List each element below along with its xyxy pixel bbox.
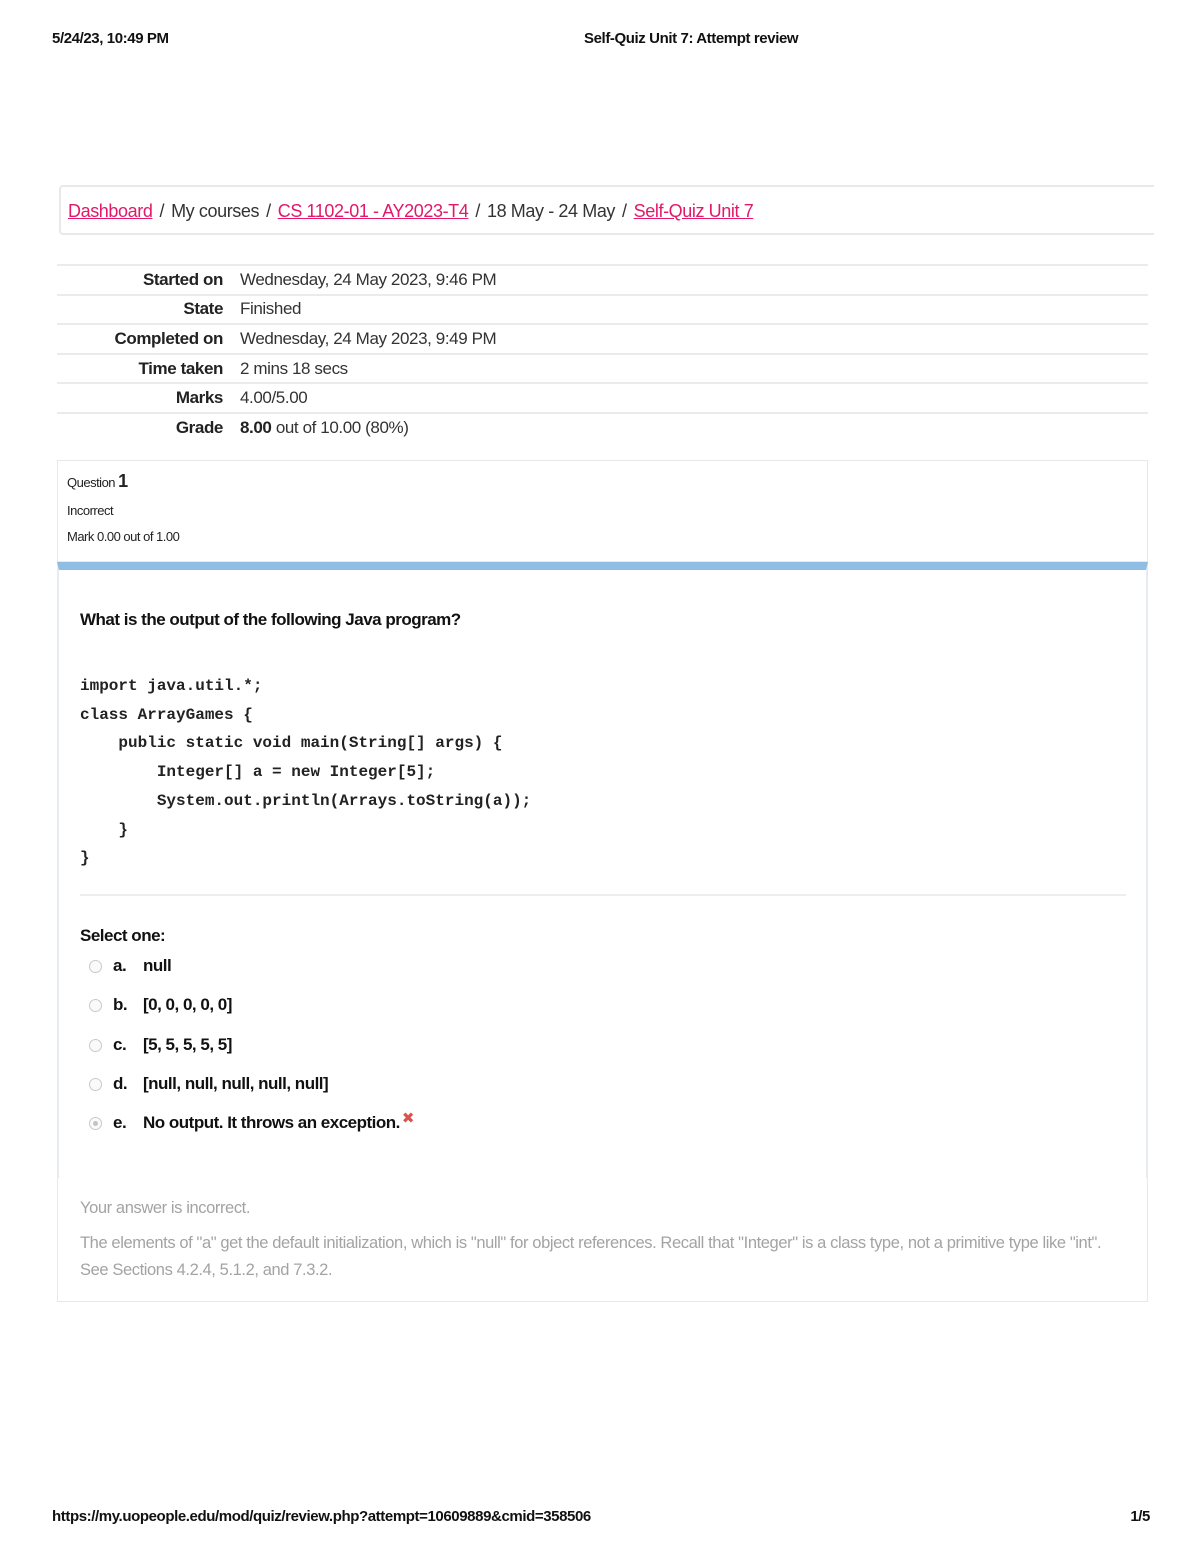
radio-button[interactable]	[89, 960, 102, 973]
breadcrumb-course-link[interactable]: CS 1102-01 - AY2023-T4	[277, 201, 469, 221]
breadcrumb-separator: /	[475, 201, 480, 221]
print-page-number: 1/5	[1130, 1508, 1150, 1525]
radio-button[interactable]	[89, 999, 102, 1012]
print-page-title: Self-Quiz Unit 7: Attempt review	[584, 30, 799, 47]
breadcrumb-separator: /	[159, 201, 165, 221]
print-header	[52, 30, 1150, 47]
answer-option-b[interactable]	[89, 993, 232, 1017]
summary-row-marks	[57, 383, 1148, 413]
breadcrumb-dashboard-link[interactable]: Dashboard	[68, 201, 153, 221]
print-datetime: 5/24/23, 10:49 PM	[52, 30, 169, 47]
option-letter: b.	[113, 995, 128, 1014]
answer-option-a[interactable]	[89, 954, 171, 978]
select-one-prompt: Select one:	[80, 926, 166, 945]
question-text: What is the output of the following Java program?	[80, 610, 461, 629]
answer-option-e[interactable]	[89, 1111, 414, 1135]
option-letter: e.	[113, 1113, 127, 1132]
incorrect-x-icon: ✖	[401, 1110, 414, 1127]
summary-row-state	[57, 295, 1148, 325]
summary-label: Time taken	[138, 358, 223, 378]
summary-label: Completed on	[114, 328, 223, 348]
option-letter: c.	[113, 1035, 127, 1054]
summary-value: 4.00/5.00	[240, 388, 308, 408]
breadcrumb-separator: /	[266, 201, 271, 221]
question-number-value: 1	[118, 471, 128, 491]
radio-button[interactable]	[89, 1039, 102, 1052]
question-label: Question	[67, 475, 116, 490]
summary-row-started-on	[57, 265, 1148, 295]
summary-value: Wednesday, 24 May 2023, 9:49 PM	[240, 328, 497, 348]
summary-row-time-taken	[57, 354, 1148, 384]
breadcrumb-quiz-link[interactable]: Self-Quiz Unit 7	[633, 201, 754, 221]
grade-score: 8.00	[240, 418, 272, 438]
attempt-summary-table	[57, 264, 1148, 443]
question-status: Incorrect	[67, 503, 114, 518]
question-info-panel	[57, 460, 1148, 562]
breadcrumb-separator: /	[622, 201, 627, 221]
summary-label: Started on	[142, 269, 223, 289]
summary-label: State	[183, 299, 223, 319]
option-text: null	[143, 956, 172, 975]
summary-value: Wednesday, 24 May 2023, 9:46 PM	[240, 269, 497, 289]
grade-out-of: out of 10.00 (80%)	[271, 418, 409, 438]
breadcrumb-my-courses: My courses	[171, 201, 260, 221]
code-block: import java.util.*; class ArrayGames { public static void main(String[] args) { Integer[] a = new Integer[5]; System.out.println(Arrays.toString(a)); } }	[80, 677, 532, 868]
summary-value: 2 mins 18 secs	[240, 358, 348, 378]
question-mark: Mark 0.00 out of 1.00	[67, 529, 180, 544]
print-footer	[52, 1508, 1150, 1525]
option-letter: d.	[113, 1074, 128, 1093]
divider	[80, 894, 1126, 896]
option-letter: a.	[113, 956, 127, 975]
summary-label: Grade	[175, 418, 223, 438]
answer-option-c[interactable]	[89, 1033, 232, 1057]
summary-label: Marks	[175, 388, 223, 408]
summary-value: Finished	[240, 299, 302, 319]
summary-value	[240, 413, 1148, 443]
breadcrumb	[59, 185, 1154, 235]
option-text: [0, 0, 0, 0, 0]	[143, 995, 232, 1014]
option-text: No output. It throws an exception.	[143, 1113, 400, 1132]
question-number	[67, 471, 1147, 492]
summary-row-completed-on	[57, 324, 1148, 354]
radio-button[interactable]	[89, 1078, 102, 1091]
breadcrumb-week: 18 May - 24 May	[486, 201, 616, 221]
summary-row-grade	[57, 413, 1148, 443]
option-text: [null, null, null, null, null]	[143, 1074, 329, 1093]
answer-result: Your answer is incorrect.	[80, 1199, 251, 1217]
feedback-panel	[57, 1178, 1148, 1302]
radio-button-selected[interactable]	[89, 1117, 102, 1130]
answer-option-d[interactable]	[89, 1072, 328, 1096]
option-text: [5, 5, 5, 5, 5]	[143, 1035, 232, 1054]
print-url: https://my.uopeople.edu/mod/quiz/review.php?attempt=10609889&cmid=358506	[52, 1508, 591, 1525]
question-formulation	[57, 562, 1148, 1178]
answer-explanation: The elements of "a" get the default initialization, which is "null" for object references. Recall that "Integer" is a class type, not a primitive type like "int". See Sections 4.2.4, 5.1.2, and 7.3.2.	[80, 1234, 1102, 1279]
